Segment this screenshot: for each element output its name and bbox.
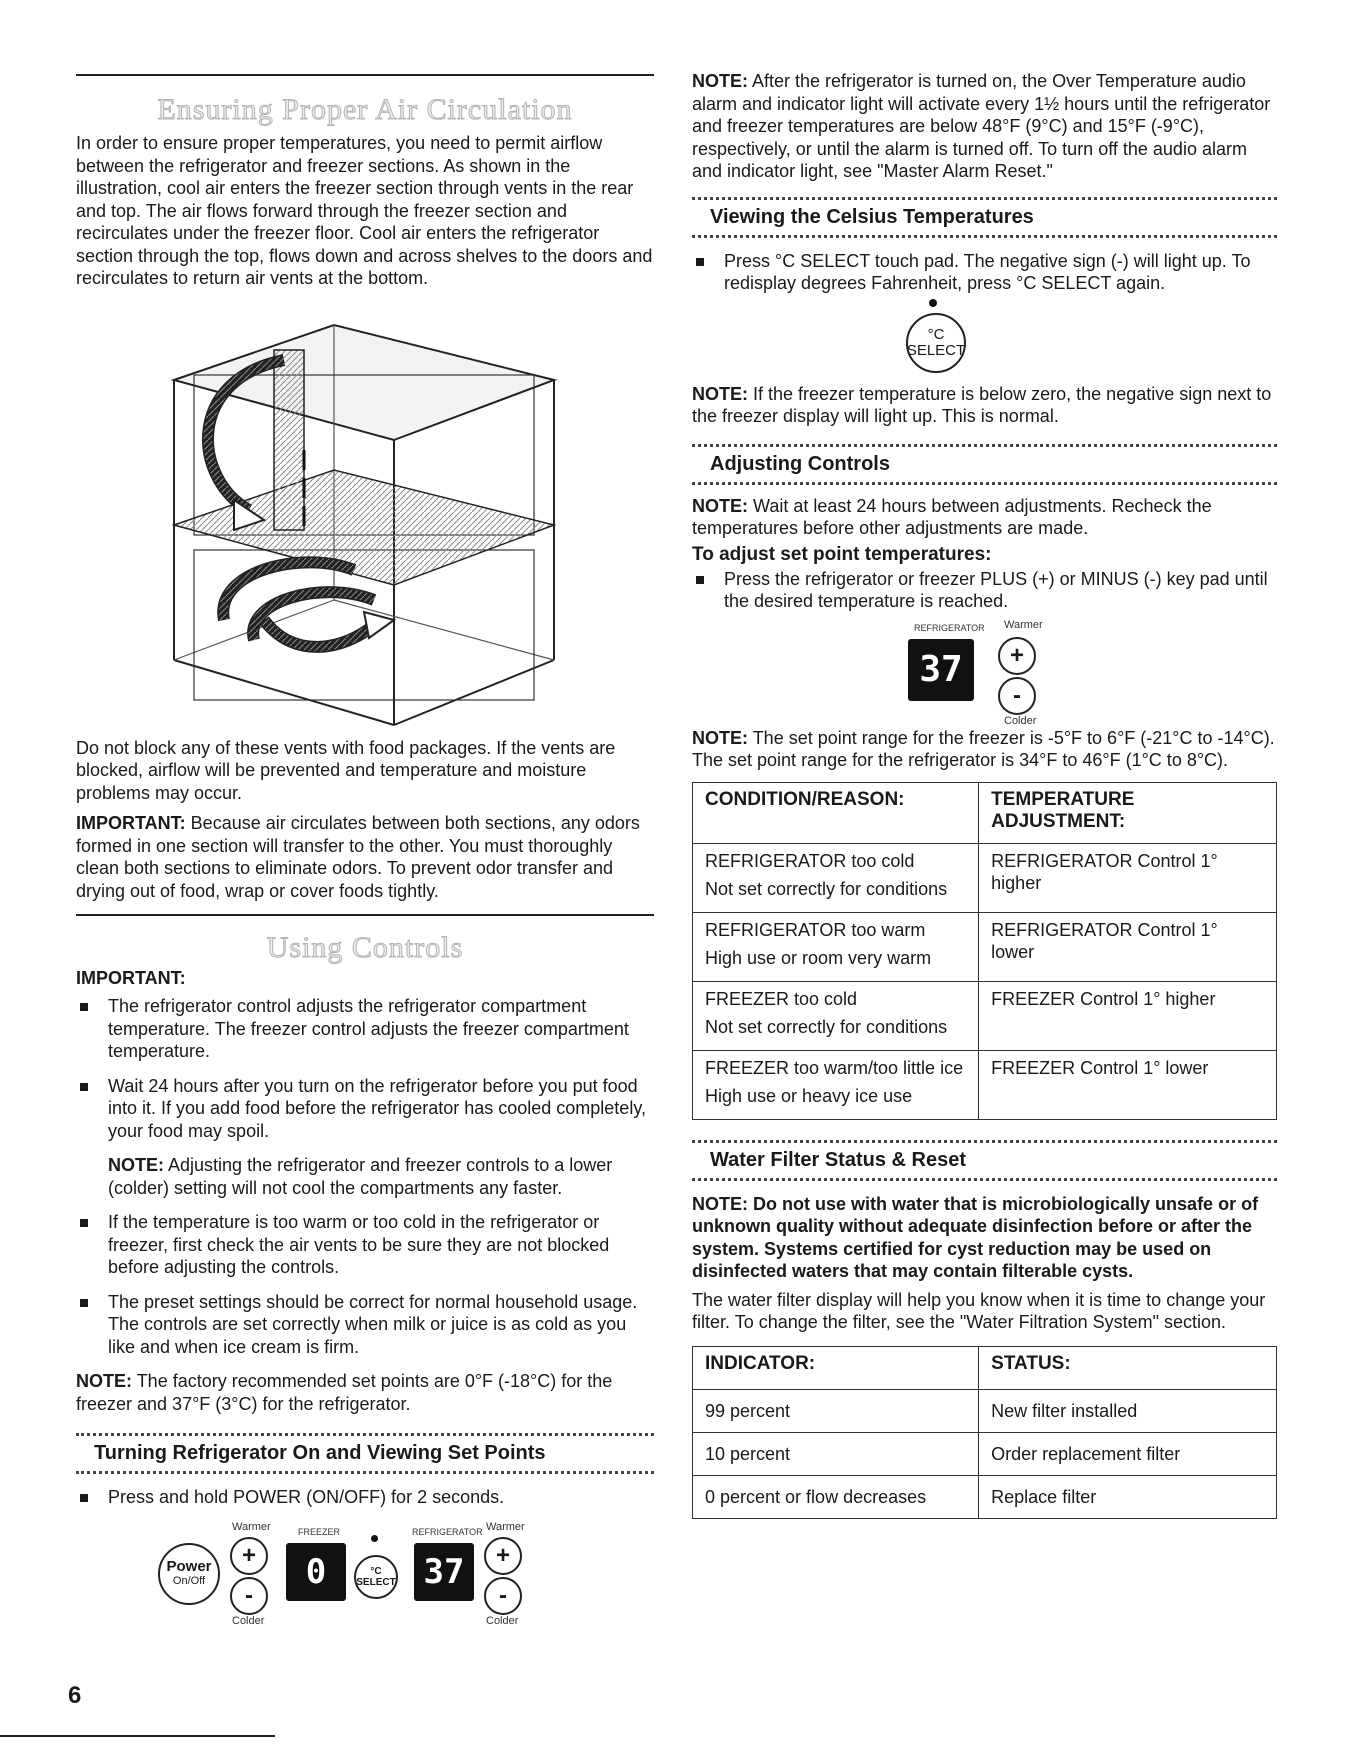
- page-number: 6: [68, 1682, 82, 1709]
- bullet-icon: [696, 258, 704, 266]
- table-header-row: [693, 782, 1277, 843]
- filter-status-table: [692, 1346, 1277, 1519]
- list-item: [76, 995, 654, 1063]
- list-item: [76, 1075, 654, 1143]
- table-cell: 10 percent: [693, 1432, 979, 1475]
- water-filter-text: The water filter display will help you know when it is time to change your filter. To change the filter, see the "Water Filtration System" section.: [692, 1289, 1266, 1332]
- table-cell: [693, 912, 979, 981]
- air-circulation-heading: Ensuring Proper Air Circulation: [157, 93, 573, 126]
- celsius-select-button[interactable]: [906, 313, 966, 373]
- section-divider: [76, 74, 654, 76]
- list-item: [76, 1291, 654, 1359]
- controls-important-label: IMPORTANT:: [76, 968, 186, 988]
- table-cell: [693, 1050, 979, 1119]
- list-item: [692, 568, 1277, 613]
- table-header-row: [693, 1346, 1277, 1389]
- table-row: [693, 912, 1277, 981]
- power-sublabel: On/Off: [172, 1574, 206, 1587]
- select-label: SELECT: [906, 341, 966, 359]
- factory-setpoints-note: [76, 1370, 654, 1415]
- footer-rule: [0, 1735, 275, 1737]
- table-row: [693, 843, 1277, 912]
- dotted-divider: [692, 1178, 1277, 1181]
- cell-line: Not set correctly for conditions: [705, 878, 948, 899]
- cell-line: Not set correctly for conditions: [705, 1016, 948, 1037]
- note-label: NOTE:: [692, 727, 748, 748]
- freezer-plus-button[interactable]: +: [230, 1537, 268, 1575]
- table-cell: New filter installed: [979, 1389, 1277, 1432]
- refrigerator-colder-label: Colder: [486, 1614, 519, 1627]
- bullet-icon: [80, 1494, 88, 1502]
- water-safety-warning: NOTE: Do not use with water that is microbiologically unsafe or of unknown quality without adequate disinfection before or after the system. Systems certified for cyst reduction may be used on disinfected waters that may contain filterable cysts.: [692, 1193, 1259, 1281]
- bullet-text: Press and hold POWER (ON/OFF) for 2 seconds.: [108, 1487, 505, 1507]
- adjusting-controls-heading: Adjusting Controls: [710, 452, 890, 475]
- note-text: After the refrigerator is turned on, the Over Temperature audio alarm and indicator light will activate every 1½ hours until the refrigerator and freezer temperatures are below 48°F (9°C) and 15°F (-9°C), respectively, or until the alarm is turned off. To turn off the audio alarm and indicator light, see "Master Alarm Reset.": [692, 71, 1271, 181]
- table-cell: 0 percent or flow decreases: [693, 1475, 979, 1518]
- warmer-label: Warmer: [1004, 618, 1043, 631]
- selected-indicator-dot: [371, 1535, 378, 1542]
- refrigerator-plus-button[interactable]: +: [484, 1537, 522, 1575]
- table-header: CONDITION/REASON:: [693, 782, 979, 843]
- bullet-text: Press the refrigerator or freezer PLUS (+) or MINUS (-) key pad until the desired temperature is reached.: [724, 568, 1268, 611]
- dotted-divider: [76, 1471, 654, 1474]
- list-item: [692, 250, 1277, 295]
- note-label: NOTE:: [692, 495, 748, 516]
- power-button[interactable]: [158, 1543, 220, 1605]
- important-odors-paragraph: [76, 812, 654, 902]
- table-row: [693, 1050, 1277, 1119]
- cell-line: High use or room very warm: [705, 947, 932, 968]
- table-cell: Replace filter: [979, 1475, 1277, 1518]
- table-cell: [693, 981, 979, 1050]
- section-divider: [76, 914, 654, 916]
- freezer-display: 0: [286, 1543, 346, 1601]
- bullet-icon: [80, 1219, 88, 1227]
- freezer-label: FREEZER: [298, 1526, 341, 1537]
- celsius-heading: Viewing the Celsius Temperatures: [710, 205, 1034, 228]
- select-degree-label: °C: [370, 1565, 382, 1577]
- table-cell: REFRIGERATOR Control 1° higher: [979, 843, 1277, 912]
- negative-sign-note: [692, 383, 1277, 428]
- table-row: [693, 1432, 1277, 1475]
- table-header: INDICATOR:: [693, 1346, 979, 1389]
- cell-line: REFRIGERATOR too cold: [705, 850, 915, 871]
- bullet-text: The preset settings should be correct for normal household usage. The controls are set correctly when milk or juice is as cold as you like and when ice cream is firm.: [108, 1291, 638, 1357]
- right-column: [692, 70, 1277, 1519]
- select-degree-label: °C: [927, 325, 945, 343]
- refrigerator-display: 37: [908, 639, 974, 701]
- adjust-panel-illustration: [692, 617, 1277, 727]
- freezer-colder-label: Colder: [232, 1614, 265, 1627]
- cell-line: FREEZER too cold: [705, 988, 858, 1009]
- cell-line: FREEZER too warm/too little ice: [705, 1057, 964, 1078]
- important-odors-text: Because air circulates between both sections, any odors formed in one section will transfer to the other. You must thoroughly clean both sections to eliminate odors. To prevent odor transfer and drying out of food, wrap or cover foods tightly.: [76, 813, 640, 901]
- controls-bullet-list-2: [76, 1211, 654, 1358]
- note-text: Adjusting the refrigerator and freezer controls to a lower (colder) setting will not cool the compartments any faster.: [108, 1155, 613, 1198]
- power-label: Power: [166, 1557, 212, 1575]
- adjustment-wait-note: [692, 495, 1277, 540]
- bullet-text: Press °C SELECT touch pad. The negative sign (-) will light up. To redisplay degrees Fahrenheit, press °C SELECT again.: [724, 250, 1251, 293]
- freezer-warmer-label: Warmer: [232, 1520, 271, 1533]
- note-label: NOTE:: [692, 383, 748, 404]
- table-row: [693, 1389, 1277, 1432]
- table-cell: [693, 843, 979, 912]
- refrigerator-minus-button[interactable]: -: [484, 1577, 522, 1615]
- celsius-select-button[interactable]: [354, 1555, 398, 1599]
- control-panel-illustration: [158, 1520, 608, 1627]
- table-cell: REFRIGERATOR Control 1° lower: [979, 912, 1277, 981]
- plus-button[interactable]: +: [998, 637, 1036, 675]
- note-label: NOTE:: [108, 1155, 164, 1175]
- bullet-icon: [80, 1083, 88, 1091]
- water-filter-heading: Water Filter Status & Reset: [710, 1148, 966, 1171]
- important-label: IMPORTANT:: [76, 813, 186, 833]
- minus-button[interactable]: -: [998, 677, 1036, 715]
- table-cell: Order replacement filter: [979, 1432, 1277, 1475]
- note-label: NOTE:: [76, 1371, 132, 1391]
- block-vents-text: Do not block any of these vents with food packages. If the vents are blocked, airflow will be prevented and temperature and moisture problems may occur.: [76, 737, 616, 803]
- table-cell: FREEZER Control 1° lower: [979, 1050, 1277, 1119]
- list-item: [76, 1211, 654, 1279]
- colder-label: Colder: [1004, 714, 1037, 727]
- list-item: [76, 1486, 654, 1509]
- air-circulation-illustration: [154, 320, 574, 735]
- controls-note: [76, 1154, 654, 1199]
- refrigerator-airflow-diagram: [154, 320, 574, 735]
- adjustment-table: [692, 782, 1277, 1120]
- set-point-subheading: To adjust set point temperatures:: [692, 543, 992, 565]
- dotted-divider: [692, 482, 1277, 485]
- freezer-minus-button[interactable]: -: [230, 1577, 268, 1615]
- table-header: STATUS:: [979, 1346, 1277, 1389]
- refrigerator-display: 37: [414, 1543, 474, 1601]
- note-label: NOTE:: [692, 71, 748, 91]
- bullet-icon: [80, 1003, 88, 1011]
- indicator-dot: [929, 299, 937, 307]
- table-header: TEMPERATURE ADJUSTMENT:: [979, 782, 1277, 843]
- over-temperature-note: [692, 70, 1277, 183]
- left-column: [76, 74, 654, 1627]
- using-controls-heading: Using Controls: [266, 931, 464, 964]
- bullet-text: The refrigerator control adjusts the refrigerator compartment temperature. The freezer control adjusts the freezer compartment temperature.: [108, 996, 629, 1061]
- note-text: The set point range for the freezer is -5°F to 6°F (-21°C to -14°C). The set point range for the refrigerator is 34°F to 46°F (1°C to 8°C).: [692, 727, 1275, 770]
- bullet-text: Wait 24 hours after you turn on the refrigerator before you put food into it. If you add food before the refrigerator has cooled completely, your food may spoil.: [108, 1075, 646, 1141]
- turning-on-bullets: [76, 1486, 654, 1509]
- table-row: [693, 981, 1277, 1050]
- table-row: [693, 1475, 1277, 1518]
- dotted-divider: [692, 235, 1277, 238]
- bullet-text: If the temperature is too warm or too cold in the refrigerator or freezer, first check the air vents to be sure they are not blocked before adjusting the controls.: [108, 1212, 610, 1277]
- turning-on-heading: Turning Refrigerator On and Viewing Set Points: [94, 1442, 546, 1464]
- note-text: If the freezer temperature is below zero, the negative sign next to the freezer display will light up. This is normal.: [692, 383, 1272, 426]
- refrigerator-label: REFRIGERATOR: [412, 1526, 483, 1537]
- cell-line: High use or heavy ice use: [705, 1085, 913, 1106]
- bullet-icon: [80, 1299, 88, 1307]
- refrigerator-label: REFRIGERATOR: [914, 622, 985, 633]
- table-cell: FREEZER Control 1° higher: [979, 981, 1277, 1050]
- cell-line: REFRIGERATOR too warm: [705, 919, 926, 940]
- controls-bullet-list: [76, 995, 654, 1142]
- note-text: The factory recommended set points are 0°F (-18°C) for the freezer and 37°F (3°C) for the refrigerator.: [76, 1371, 613, 1414]
- celsius-bullets: [692, 250, 1277, 295]
- set-point-range-note: [692, 727, 1277, 772]
- bullet-icon: [696, 576, 704, 584]
- celsius-button-illustration: [692, 307, 1277, 377]
- adjust-bullets: [692, 568, 1277, 613]
- refrigerator-warmer-label: Warmer: [486, 1520, 525, 1533]
- air-intro-text: In order to ensure proper temperatures, you need to permit airflow between the refrigerator and freezer sections. As shown in the illustration, cool air enters the freezer section through vents in the rear and top. The air flows forward through the freezer section and recirculates under the freezer floor. Cool air enters the refrigerator section through the top, flows down and across shelves to the doors and recirculates to return air vents at the bottom.: [76, 133, 653, 288]
- table-cell: 99 percent: [693, 1389, 979, 1432]
- note-text: Wait at least 24 hours between adjustments. Recheck the temperatures before other adjustments are made.: [692, 495, 1212, 538]
- select-label: SELECT: [356, 1576, 396, 1588]
